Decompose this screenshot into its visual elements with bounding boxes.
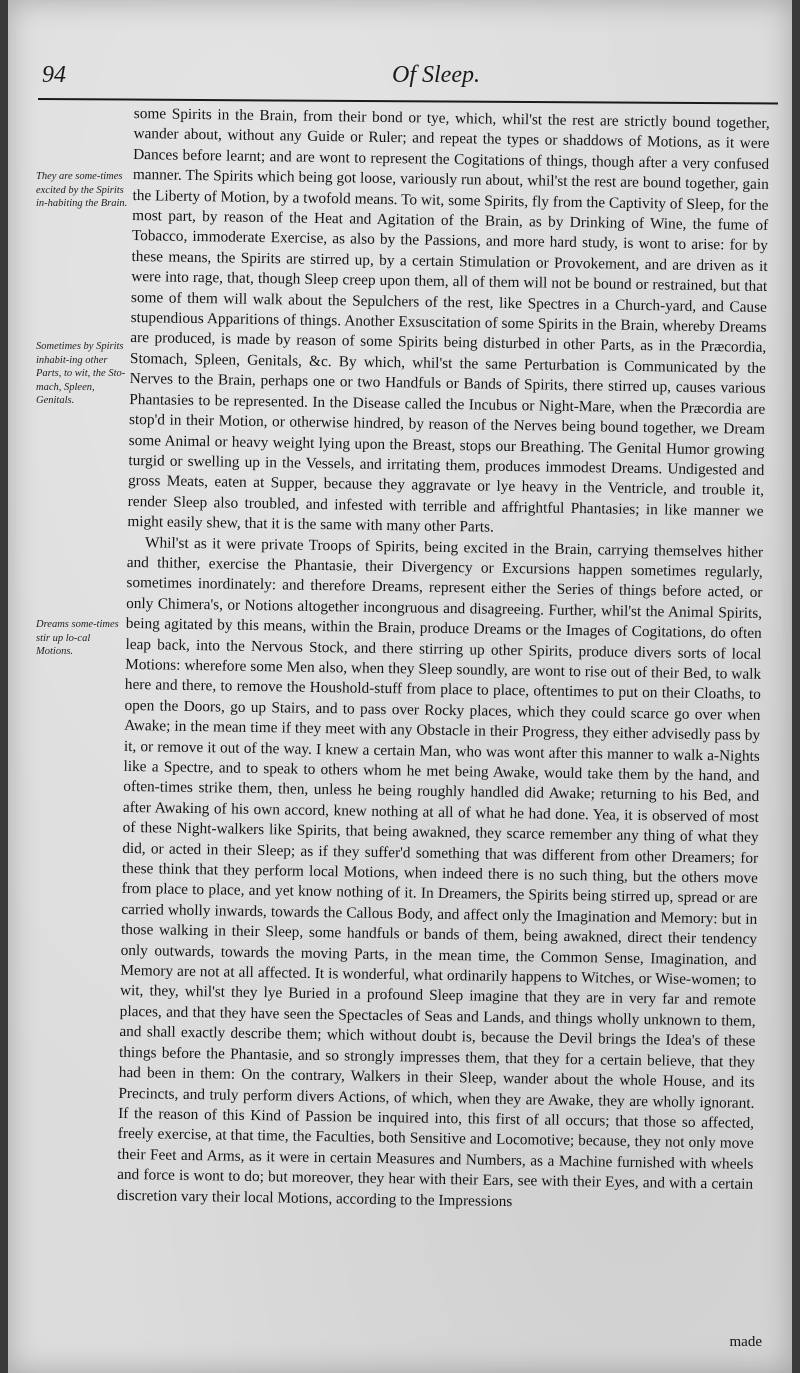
right-page-edge <box>792 0 800 1373</box>
catchword: made <box>729 1334 762 1350</box>
body-paragraph-1: some Spirits in the Brain, from their bond or tye, which, whil'st the rest are strictly bound together, wander about, without any Guide or Ruler; and repeat the types or shaddows of Motions, as it were Dances before learnt; and are wont to represent the Cogitations of things, though after a very confused manner. The Spirits which being got loose, variously run about, whil'st the rest are bound together, gain the Liberty of Motion, by a twofold means. To wit, some Spirits, fly from the Captivity of Sleep, for the most part, by reason of the Heat and Agitation of the Brain, as by Drinking of Wine, the fume of Tobacco, immoderate Exercise, as also by the Passions, and more hard study, is wont to arise: for by these means, the Spirits are stirred up, by a certain Stimulation or Provokement, and are driven as it were into rage, that, though Sleep creep upon them, all of them will not be bound or restrained, but that some of them will walk about the Sepulchers of the rest, like Spectres in a Church-yard, and Cause stupendious Apparitions of things. Another Exsuscitation of some Spirits in the Brain, whereby Dreams are produced, is made by reason of some Spirits being disturbed in other Parts, as in the Præcordia, Stomach, Spleen, Genitals, &c. By which, whil'st the same Perturbation is Communicated by the Nerves to the Brain, perhaps one or two Handfuls or Bands of Spirits, there stirred up, causes various Phantasies to be represented. In the Disease called the Incubus or Night-Mare, when the Præcordia are stop'd in their Motion, or otherwise hindred, by reason of the Nerves being bound together, we Dream some Animal or heavy weight lying upon the Breast, stops our Breathing. The Genital Humor growing turgid or swelling up in the Vessels, and irritating them, produces immodest Dreams. Undigested and gross Meats, eaten at Supper, because they aggravate or lye heavy in the Ventricle, and trouble it, render Sleep also troubled, and infested with terrible and affrightful Phantasies; in like manner we might easily shew, that it is the same with many other Parts. <box>127 104 770 536</box>
margin-note-spirits-brain: They are some-times excited by the Spirits in-habiting the Brain. <box>36 171 128 209</box>
page-number: 94 <box>42 62 66 88</box>
margin-note-local-motions: Dreams some-times stir up lo-cal Motions. <box>36 619 119 657</box>
running-title: Of Sleep. <box>392 62 480 88</box>
left-page-edge <box>0 0 8 1373</box>
body-paragraph-2: Whil'st as it were private Troops of Spirits, being excited in the Brain, carrying themselves hither and thither, exercise the Phantasie, their Divergency or Excursions happen sometimes regularly, sometimes inordinately: and therefore Dreams, represent either the Series of things before acted, or only Chimera's, or Notions altogether incongruous and disagreeing. Further, whil'st the Animal Spirits, being agitated by this means, within the Brain, produce Dreams or the Images of Cogitations, do often leap back, into the Nervous Stock, and there stirring up other Spirits, produce divers sorts of local Motions: wherefore some Men also, when they Sleep soundly, are wont to rise out of their Bed, to walk here and there, to remove the Houshold-stuff from place to place, oftentimes to put on their Cloaths, to open the Doors, go up Stairs, and to pass over Rocky places, which they could scarce go over when Awake; in the mean time if they meet with any Obstacle in their Progress, they either advisedly pass by it, or remove it out of the way. I knew a certain Man, who was wont after this manner to walk a-Nights like a Spectre, and to speak to others whom he met being Awake, would take them by the hand, and often-times strike them, then, unless he being roughly handled did Awake; returning to his Bed, and after Awaking of his own accord, knew nothing at all of what he had done. Yea, it is observed of most of these Night-walkers like Spirits, that being awakned, they scarce remember any thing of what they did, or acted in their Sleep; as if they suffer'd something that was different from other Dreamers; for these think that they perform local Motions, when indeed there is no such thing, but the others move from place to place, and yet know nothing of it. In Dreamers, the Spirits being stirred up, spread or are carried wholly inwards, towards the Callous Body, and affect only the Imagination and Memory: but in those walking in their Sleep, some handfuls or bands of them, being awakned, direct their tendency only outwards, towards the moving Parts, in the mean time, the Common Sense, Imagination, and Memory are not at all affected. It is wonderful, what ordinarily happens to Witches, or Wise-women; to wit, they, whil'st they lye Buried in a profound Sleep imagine that they are in very far and remote places, and that they have seen the Spectacles of Seas and Lands, and things wholly unknown to them, and shall exactly describe them; which without doubt is, because the Devil brings the Idea's of these things before the Phantasie, and so strongly impresses them, that they for a certain believe, that they had been in them: On the contrary, Walkers in their Sleep, wander about the whole House, and its Precincts, and truly perform divers Actions, of which, when they are Awake, they are wholly ignorant. If the reason of this Kind of Passion be inquired into, this first of all occurs; that those so affected, freely exercise, at that time, the Faculties, both Sensitive and Locomotive; because, they not only move their Feet and Arms, as it were in certain Measures and Numbers, as a Machine furnished with wheels and force is wont to do; but moreover, they hear with their Ears, see with their Eyes, and with a certain discretion vary their local Motions, according to the Impressions <box>116 533 764 1210</box>
book-page <box>8 0 792 1373</box>
page-header <box>32 62 776 96</box>
margin-note-spirits-parts: Sometimes by Spirits inhabit-ing other Parts, to wit, the Sto-mach, Spleen, Genitals. <box>36 341 126 406</box>
main-text <box>117 104 770 1216</box>
